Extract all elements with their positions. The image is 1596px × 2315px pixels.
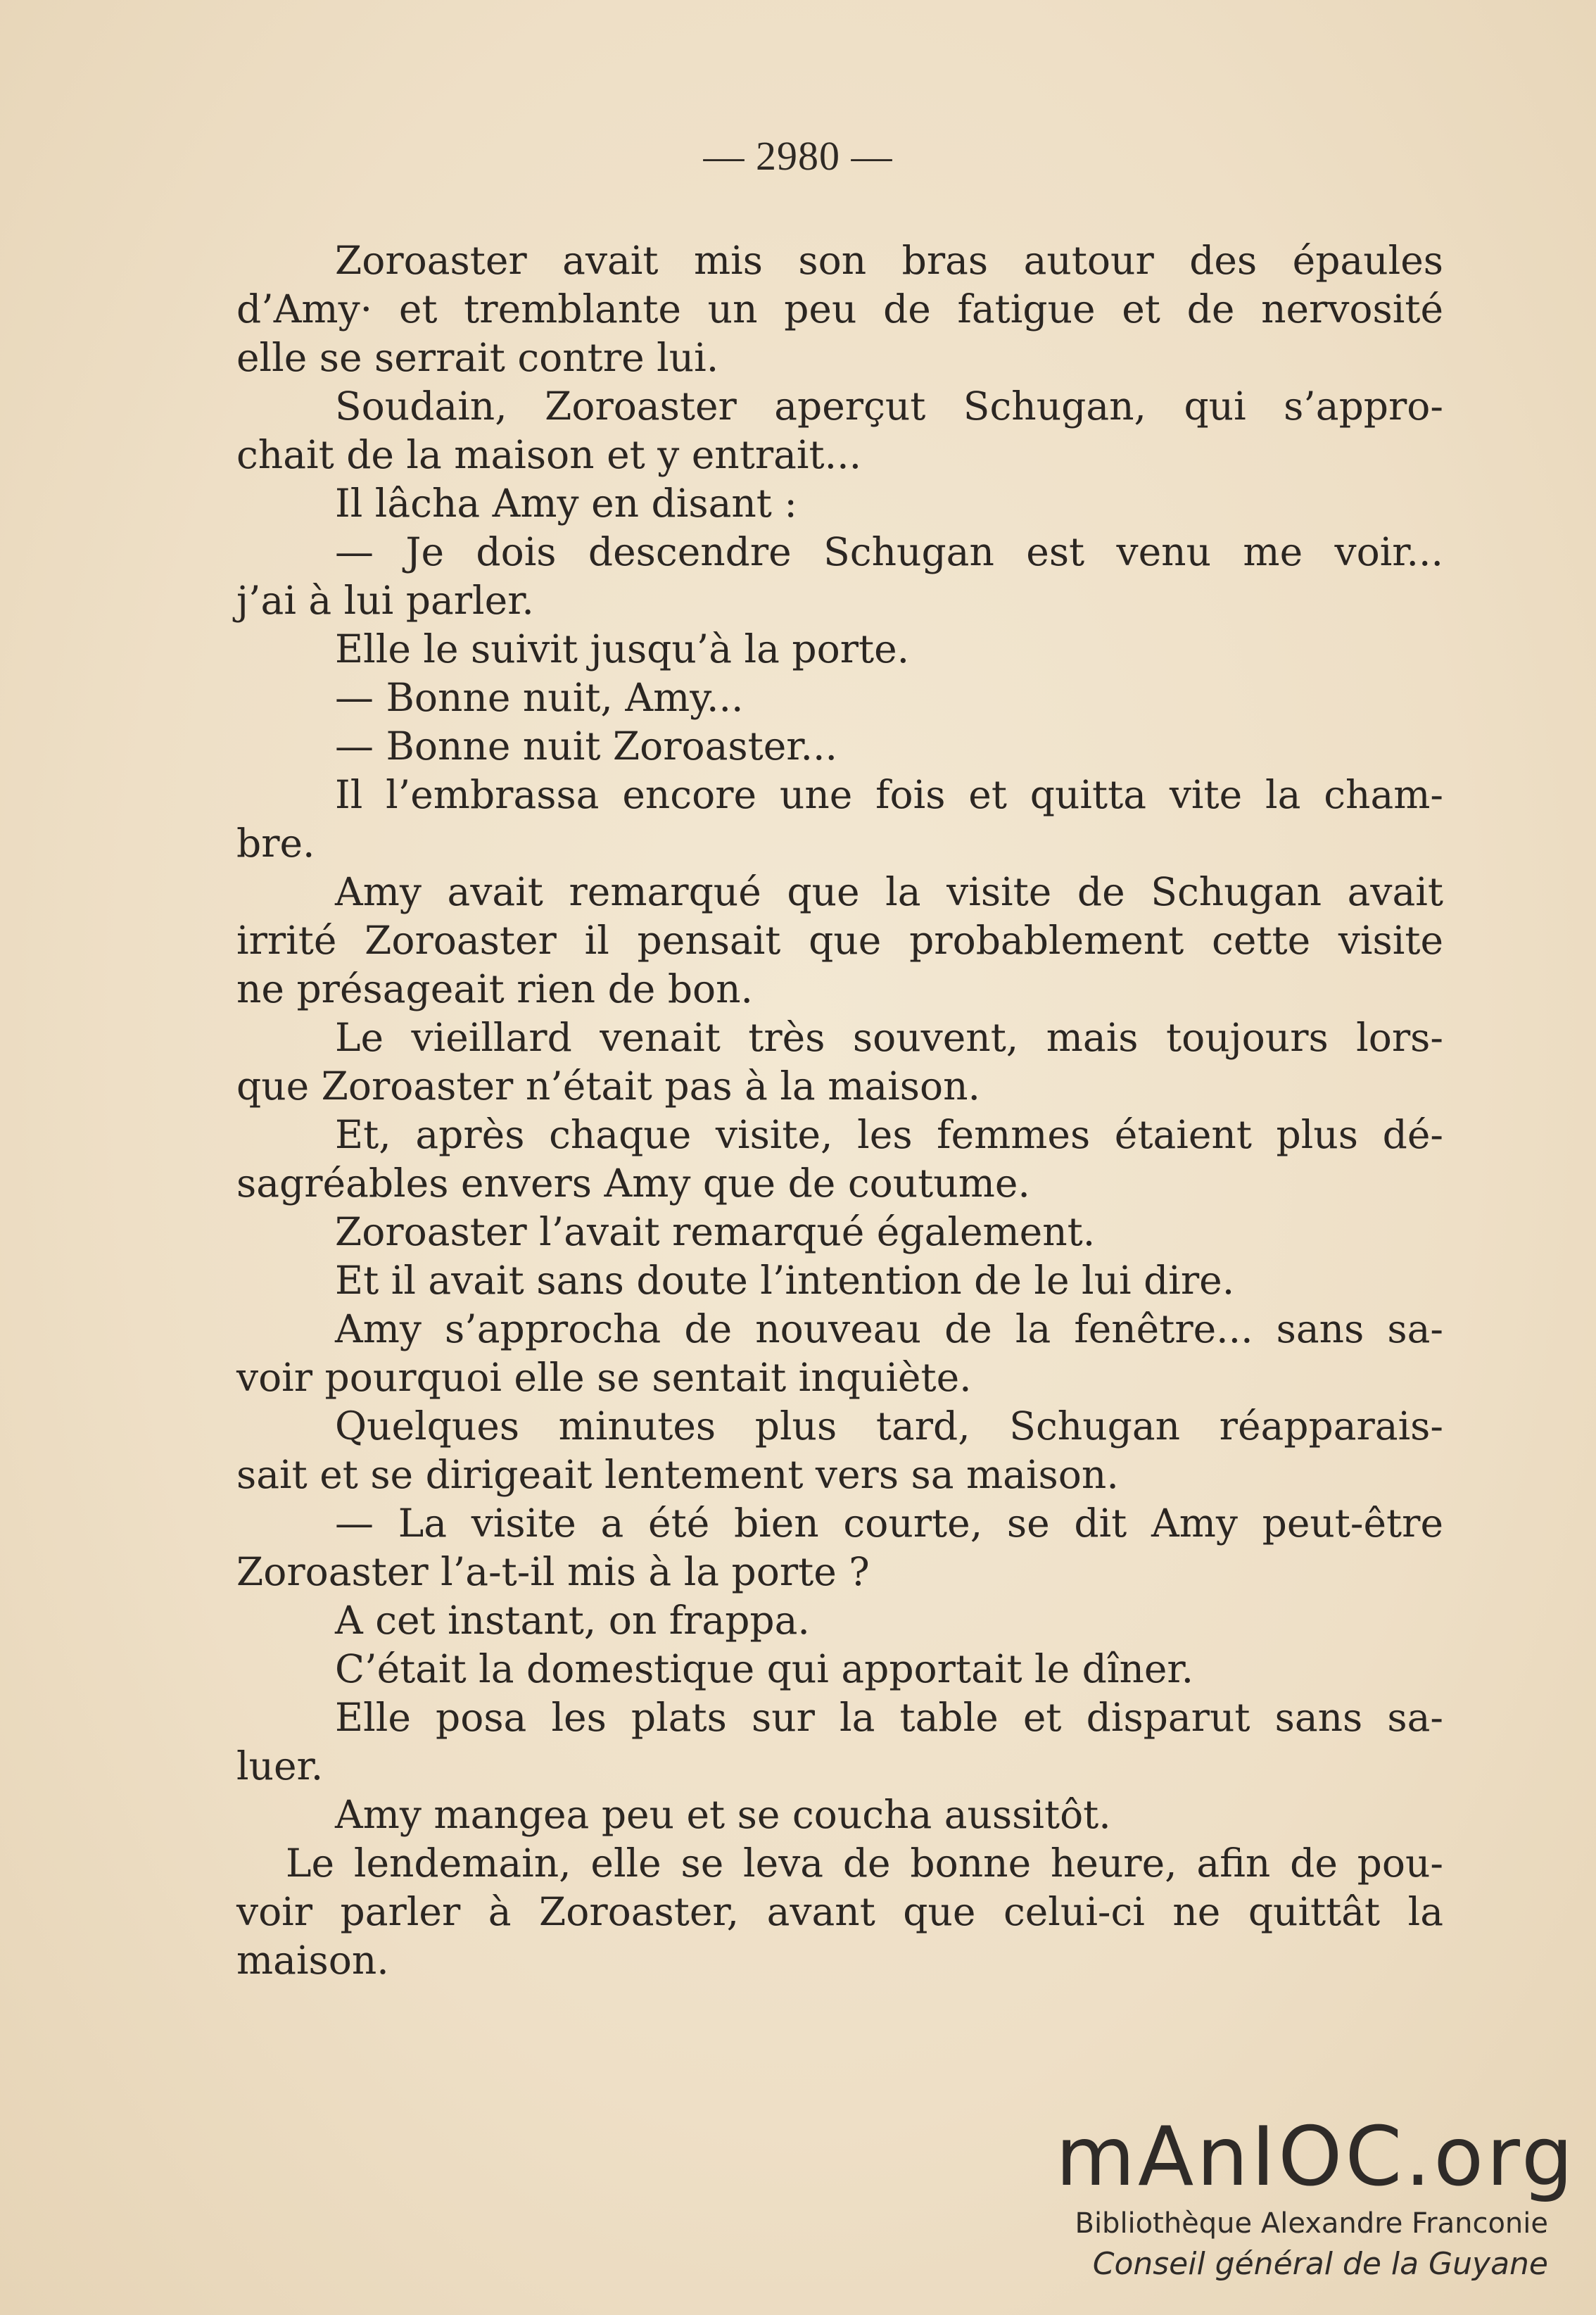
text-line: ne présageait rien de bon. [236, 966, 754, 1011]
text-line: sait et se dirigeait lentement vers sa maison. [236, 1452, 1119, 1497]
text-line: Amy mangea peu et se coucha aussitôt. [335, 1792, 1111, 1837]
text-line: Soudain, Zoroaster aperçut Schugan, qui s’appro- [335, 384, 1443, 429]
text-line: Zoroaster l’avait remarqué également. [335, 1209, 1096, 1254]
text-line: Il lâcha Amy en disant : [335, 481, 797, 526]
manioc-watermark [1056, 2109, 1576, 2285]
text-line: — Bonne nuit Zoroaster... [335, 724, 838, 769]
text-line: Quelques minutes plus tard, Schugan réapparais- [335, 1403, 1443, 1449]
text-line: Zoroaster l’a-t-il mis à la porte ? [236, 1549, 870, 1594]
text-line: j’ai à lui parler. [236, 578, 534, 623]
body-text [236, 236, 1443, 1985]
text-line: — La visite a été bien courte, se dit Amy peut-être [335, 1501, 1443, 1546]
text-line: Le lendemain, elle se leva de bonne heure, afin de pou- [286, 1841, 1443, 1886]
text-line: bre. [236, 821, 315, 866]
library-name: Bibliothèque Alexandre Franconie [1075, 2207, 1548, 2240]
text-line: — Bonne nuit, Amy... [335, 675, 744, 720]
text-line: Et, après chaque visite, les femmes étaient plus dé- [335, 1112, 1443, 1157]
text-line: irrité Zoroaster il pensait que probablement cette visite [236, 918, 1443, 963]
text-line: luer. [236, 1743, 324, 1789]
text-line: voir parler à Zoroaster, avant que celui-ci ne quittât la [236, 1889, 1443, 1934]
manioc-logo: mAnIOC.org [1056, 2109, 1576, 2204]
text-line: A cet instant, on frappa. [335, 1598, 810, 1643]
text-line: que Zoroaster n’était pas à la maison. [236, 1064, 980, 1109]
text-line: d’Amy· et tremblante un peu de fatigue et de nervosité [236, 286, 1443, 332]
text-line: voir pourquoi elle se sentait inquiète. [236, 1355, 972, 1400]
text-line: Elle posa les plats sur la table et disparut sans sa- [335, 1695, 1443, 1740]
council-name: Conseil général de la Guyane [1092, 2246, 1548, 2282]
text-line: sagréables envers Amy que de coutume. [236, 1161, 1030, 1206]
text-line: Elle le suivit jusqu’à la porte. [335, 626, 910, 671]
text-line: C’était la domestique qui apportait le dîner. [335, 1646, 1194, 1691]
text-line: Et il avait sans doute l’intention de le lui dire. [335, 1258, 1235, 1303]
text-line: Zoroaster avait mis son bras autour des épaules [335, 238, 1443, 283]
text-line: Il l’embrassa encore une fois et quitta vite la cham- [335, 772, 1443, 817]
page-number: — 2980 — [703, 133, 893, 179]
text-line: maison. [236, 1938, 389, 1983]
text-line: chait de la maison et y entrait... [236, 432, 862, 477]
text-line: Amy avait remarqué que la visite de Schugan avait [335, 869, 1443, 914]
text-line: Le vieillard venait très souvent, mais toujours lors- [335, 1015, 1443, 1060]
text-line: elle se serrait contre lui. [236, 335, 719, 380]
text-line: Amy s’approcha de nouveau de la fenêtre... sans sa- [335, 1306, 1443, 1351]
text-line: — Je dois descendre Schugan est venu me voir... [335, 529, 1443, 574]
